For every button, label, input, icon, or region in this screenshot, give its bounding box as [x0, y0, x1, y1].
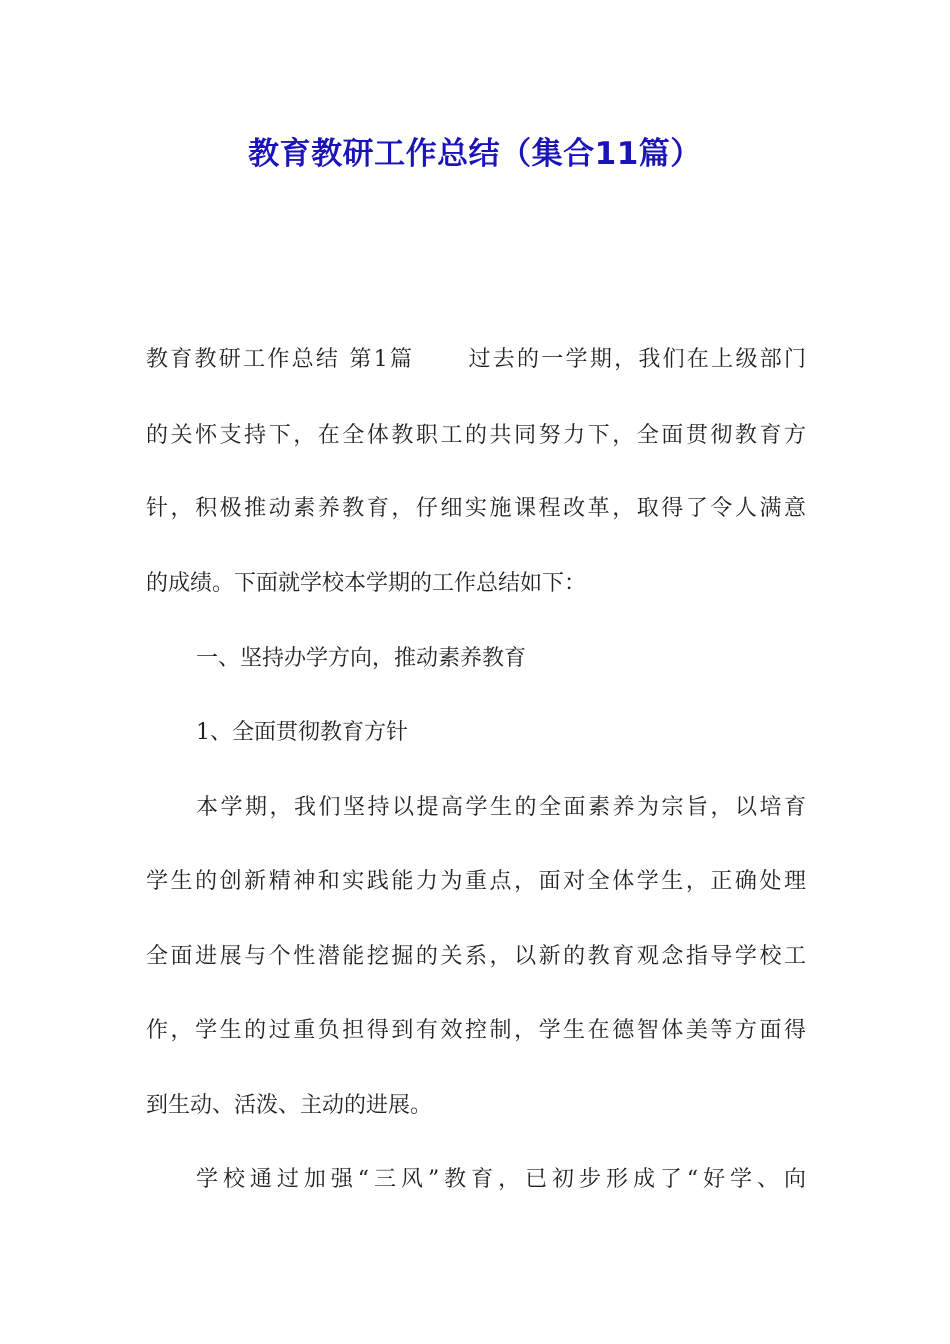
paragraph-line-10: 学校通过加强“三风”教育，已初步形成了“好学、向 [196, 1167, 806, 1192]
document-title: 教育教研工作总结（集合11篇） [248, 136, 702, 172]
paragraph-line-1 [146, 345, 806, 375]
subsection-heading-1: 1、全面贯彻教育方针 [196, 720, 408, 745]
paragraph-line-6: 学生的创新精神和实践能力为重点，面对全体学生，正确处理 [146, 869, 806, 894]
section-heading-1: 一、坚持办学方向，推动素养教育 [196, 646, 527, 671]
section-heading: 教育教研工作总结 第1篇 [146, 347, 415, 372]
paragraph-line-2: 的关怀支持下，在全体教职工的共同努力下，全面贯彻教育方 [146, 423, 806, 448]
paragraph-line-4: 的成绩。下面就学校本学期的工作总结如下： [146, 571, 587, 596]
paragraph-line-9: 到生动、活泼、主动的进展。 [146, 1093, 433, 1118]
paragraph-line-7: 全面进展与个性潜能挖掘的关系，以新的教育观念指导学校工 [146, 944, 806, 969]
paragraph-line-5: 本学期，我们坚持以提高学生的全面素养为宗旨，以培育 [196, 795, 806, 820]
paragraph-line-3: 针，积极推动素养教育，仔细实施课程改革，取得了令人满意 [146, 496, 806, 521]
paragraph-line-8: 作，学生的过重负担得到有效控制，学生在德智体美等方面得 [146, 1018, 806, 1043]
paragraph-text: 过去的一学期，我们在上级部门 [466, 347, 806, 372]
